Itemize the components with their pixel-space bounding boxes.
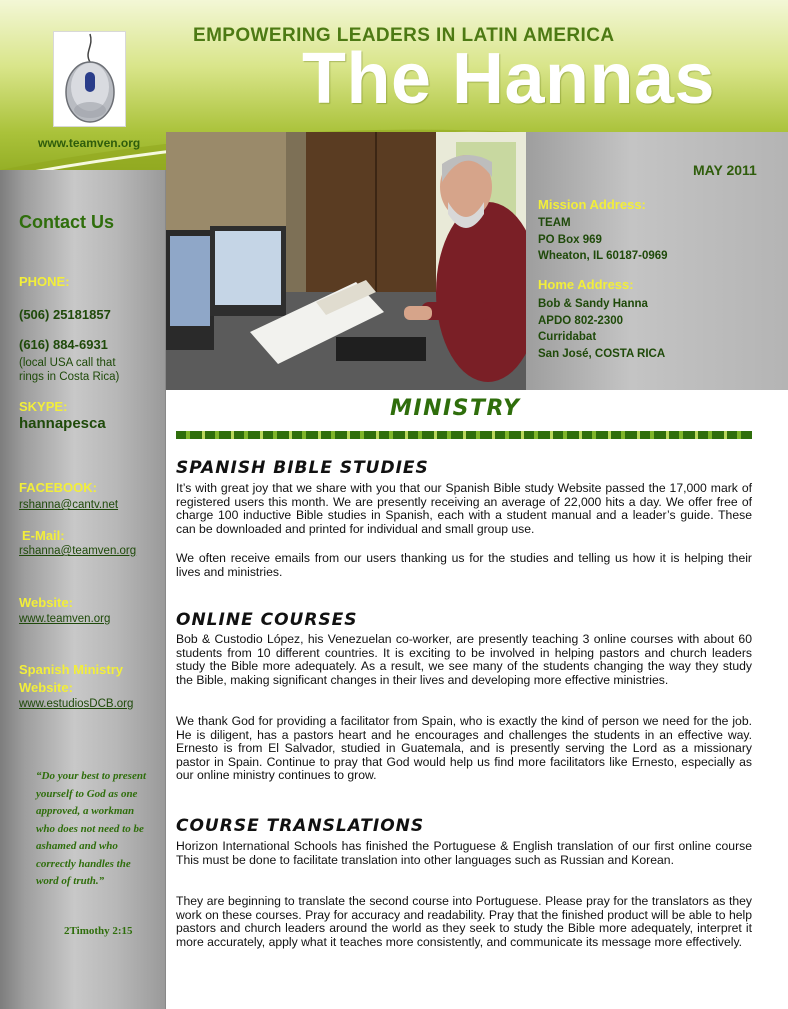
home-address-line: Bob & Sandy Hanna bbox=[538, 298, 648, 310]
ministry-heading: MINISTRY bbox=[390, 396, 521, 421]
mission-address-line: Wheaton, IL 60187-0969 bbox=[538, 250, 668, 262]
skype-id: hannapesca bbox=[19, 415, 106, 432]
spanish-ministry-link[interactable]: www.estudiosDCB.org bbox=[19, 698, 134, 710]
home-address-line: Curridabat bbox=[538, 331, 597, 343]
phone-number-costa-rica: (506) 25181857 bbox=[19, 307, 111, 322]
mission-address-line: PO Box 969 bbox=[538, 233, 602, 246]
address-panel bbox=[526, 132, 788, 390]
decorative-divider bbox=[176, 431, 752, 439]
phone-usa-note: (local USA call that rings in Costa Rica) bbox=[19, 357, 120, 383]
section-paragraph: Bob & Custodio López, his Venezuelan co-worker, are presently teaching 3 online courses with about 60 students from 10 different countries. It is exciting to be involved in helping pastors and church leaders study the Bible more adequately. As a result, we see many of the students changing the way they study the Bible, making significant changes in their lives and developing more effective ministries. bbox=[176, 632, 752, 687]
header-tagline: EMPOWERING LEADERS IN LATIN AMERICA bbox=[193, 25, 615, 46]
phone-label: PHONE: bbox=[19, 274, 70, 289]
email-label: E-Mail: bbox=[22, 528, 65, 543]
mouse-logo bbox=[53, 31, 126, 127]
home-address-label: Home Address: bbox=[538, 277, 634, 292]
header-website[interactable]: www.teamven.org bbox=[38, 136, 141, 150]
section-paragraph: They are beginning to translate the second course into Portuguese. Please pray for the translators as they work on these courses. Pray for accuracy and readability. Pray that the finished product will be able to help pastors and church leaders around the world as they seek to study the Bible more adequately, interpret it more accurately, apply what it teaches more consistently, and communicate its message more effectively. bbox=[176, 894, 752, 949]
scripture-quote: “Do your best to present yourself to God as one approved, a workman who does not need to be ashamed and who correctly handles the word of truth.” bbox=[36, 770, 146, 887]
spanish-ministry-website-label: Website: bbox=[19, 680, 73, 695]
section-title-course-translations: COURSE TRANSLATIONS bbox=[176, 816, 425, 836]
computer-mouse-icon bbox=[54, 32, 127, 128]
scripture-reference: 2Timothy 2:15 bbox=[64, 925, 133, 937]
section-paragraph: We thank God for providing a facilitator from Spain, who is exactly the kind of person we need for the job. He is diligent, has a pastors heart and he encourages and challenges the students in an effective way. Ernesto is from El Salvador, studied in Guatemala, and is presently serving the Lord as a missionary pastor in Spain. Continue to pray that God would help us find more facilitators like Ernesto, especially as our online ministry continues to grow. bbox=[176, 714, 752, 783]
section-title-online-courses: ONLINE COURSES bbox=[176, 610, 358, 630]
office-photo bbox=[166, 132, 526, 390]
mission-address-label: Mission Address: bbox=[538, 197, 646, 212]
contact-sidebar bbox=[0, 170, 166, 1009]
website-link[interactable]: www.teamven.org bbox=[19, 613, 111, 625]
spanish-ministry-label: Spanish Ministry bbox=[19, 662, 124, 677]
home-address-line: San José, COSTA RICA bbox=[538, 347, 666, 360]
section-title-spanish-bible-studies: SPANISH BIBLE STUDIES bbox=[176, 458, 429, 478]
section-paragraph: We often receive emails from our users thanking us for the studies and telling us how it is helping their lives and ministries. bbox=[176, 551, 752, 579]
section-paragraph: It’s with great joy that we share with you that our Spanish Bible study Website passed the 17,000 mark of registered users this month. We are presently receiving an average of 22,000 hits a day. We offer free of charge 100 inductive Bible studies in Spanish, each with a student manual and a leader’s guide. These can be downloaded and printed for individual and small group use. bbox=[176, 481, 752, 536]
man-at-computer-photo bbox=[166, 132, 526, 390]
skype-label: SKYPE: bbox=[19, 399, 68, 414]
home-address-line: APDO 802-2300 bbox=[538, 314, 624, 327]
section-paragraph: Horizon International Schools has finished the Portuguese & English translation of our first online course This must be done to facilitate translation into other languages such as Russian and Korean. bbox=[176, 839, 752, 867]
contact-title: Contact Us bbox=[19, 212, 115, 232]
website-label: Website: bbox=[19, 595, 73, 610]
email-link[interactable]: rshanna@teamven.org bbox=[19, 545, 137, 557]
facebook-label: FACEBOOK: bbox=[19, 480, 97, 495]
mission-address-line: TEAM bbox=[538, 217, 571, 229]
issue-date: MAY 2011 bbox=[693, 162, 757, 178]
phone-number-usa: (616) 884-6931 bbox=[19, 337, 108, 352]
newsletter-title: The Hannas bbox=[302, 39, 716, 119]
facebook-link[interactable]: rshanna@cantv.net bbox=[19, 499, 119, 511]
